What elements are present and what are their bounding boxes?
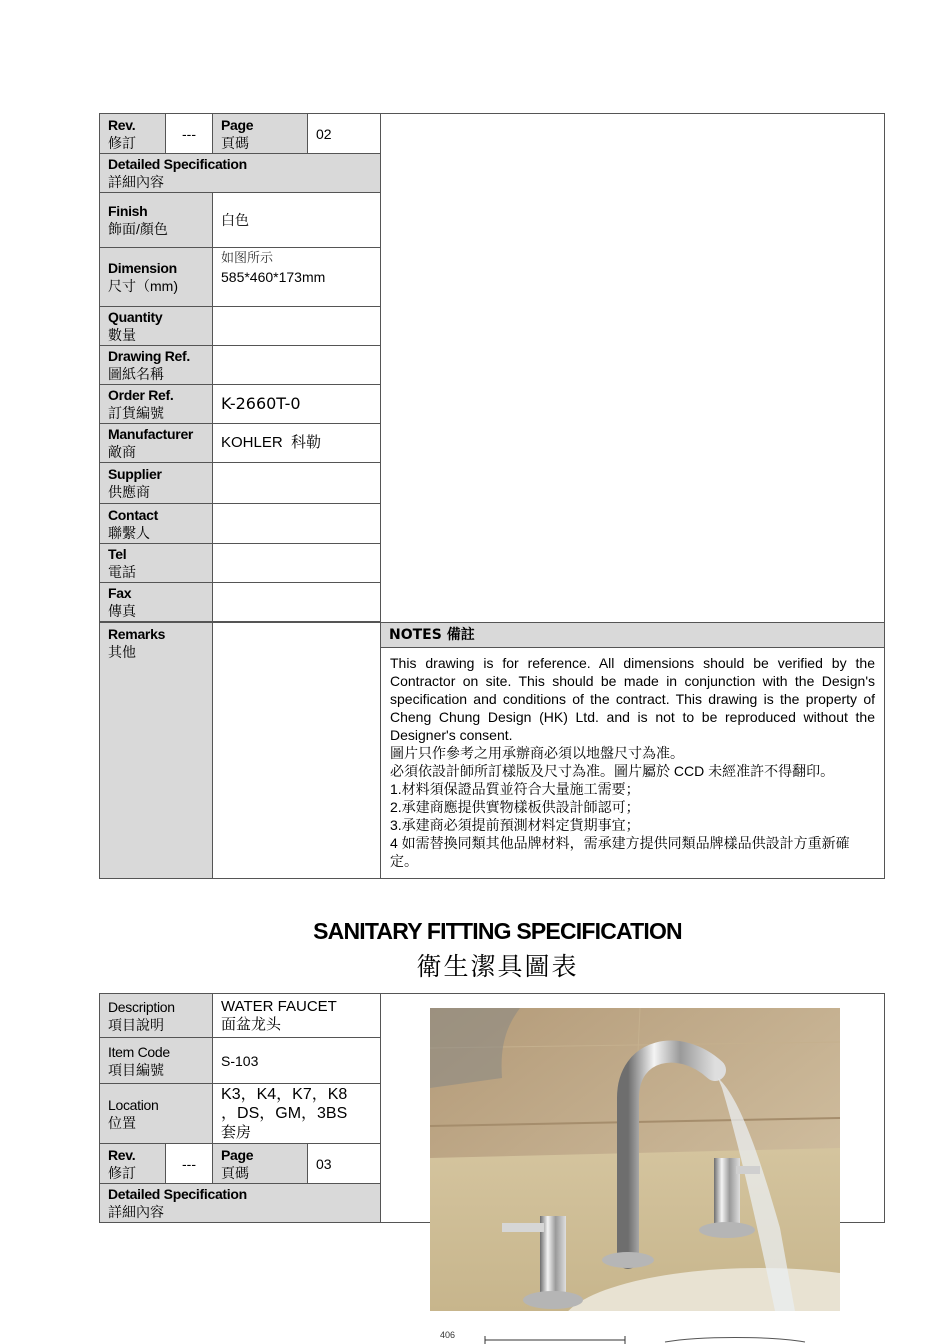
- notes-line-2: 必須依設計師所訂樣版及尺寸為准。圖片屬於 CCD 未經准許不得翻印。: [390, 763, 835, 779]
- image-area: [381, 114, 885, 623]
- item-code-value: S-103: [213, 1038, 381, 1084]
- drawing-dimension-label: 406: [440, 1330, 456, 1340]
- page-label-2: Page 頁碼: [213, 1144, 308, 1184]
- manufacturer-value: KOHLER 科勒: [213, 424, 381, 463]
- detailed-spec-heading: Detailed Specification 詳細內容: [100, 154, 381, 193]
- dimension-value: [213, 248, 381, 307]
- dimension-label: Dimension 尺寸（mm): [100, 248, 213, 307]
- notes-line-1: 圖片只作參考之用承辦商必須以地盤尺寸為准。: [390, 745, 684, 761]
- remarks-label: Remarks 其他: [100, 623, 213, 879]
- heading-english: SANITARY FITTING SPECIFICATION: [313, 918, 682, 944]
- drawing-ref-label: Drawing Ref. 圖紙名稱: [100, 346, 213, 385]
- remarks-notes-table: [99, 622, 885, 879]
- faucet-illustration: [430, 1008, 840, 1311]
- remarks-value: [213, 623, 381, 879]
- notes-line-5: 3.承建商必須提前預測材料定貨期事宜；: [390, 817, 640, 833]
- rev-label-2: Rev. 修訂: [100, 1144, 166, 1184]
- detailed-spec-heading-2: Detailed Specification 詳細內容: [100, 1184, 381, 1223]
- location-value: [213, 1084, 381, 1144]
- contact-label: Contact 聯繫人: [100, 504, 213, 544]
- drawing-ref-value: [213, 346, 381, 385]
- contact-value: [213, 504, 381, 544]
- notes-body: [381, 648, 885, 879]
- description-label: Description 項目說明: [100, 994, 213, 1038]
- heading-chinese: 衛生潔具圖表: [416, 952, 579, 981]
- spec-table-1: [99, 113, 885, 622]
- notes-line-4: 2.承建商應提供實物樣板供設計師認可；: [390, 799, 640, 815]
- rev-label: Rev. 修訂: [100, 114, 166, 154]
- dimension-note: 如图所示: [221, 251, 274, 266]
- tel-value: [213, 544, 381, 583]
- finish-label: Finish 飾面/顏色: [100, 193, 213, 248]
- description-english: WATER FAUCET: [221, 997, 337, 1015]
- tel-label: Tel 電話: [100, 544, 213, 583]
- notes-line-3: 1.材料須保證品質並符合大量施工需要；: [390, 781, 640, 797]
- rev-value: ---: [166, 114, 213, 154]
- page-heading: [0, 918, 950, 983]
- item-code-label: Item Code 項目編號: [100, 1038, 213, 1084]
- location-label: Location 位置: [100, 1084, 213, 1144]
- rev-value-2: ---: [166, 1144, 213, 1184]
- description-value: [213, 994, 381, 1038]
- faucet-photo: [430, 1008, 840, 1311]
- notes-english: This drawing is for reference. All dimensions should be verified by the Contractor on site. This should be made in conjunction with the Design's specification and conditions of the contract. This drawing is the property of Cheng Chung Design (HK) Ltd. and is not to be reproduced without the Designer's consent.: [390, 655, 875, 743]
- supplier-value: [213, 463, 381, 504]
- supplier-label: Supplier 供應商: [100, 463, 213, 504]
- fax-label: Fax 傳真: [100, 583, 213, 622]
- quantity-value: [213, 307, 381, 346]
- location-line-1: K3，K4，K7，K8: [221, 1086, 348, 1103]
- page-value: 02: [308, 114, 381, 154]
- quantity-label: Quantity 數量: [100, 307, 213, 346]
- order-ref-value: K-2660T-0: [213, 385, 381, 424]
- finish-value: 白色: [213, 193, 381, 248]
- location-line-3: 套房: [221, 1123, 252, 1141]
- technical-drawing-fragment: [480, 1336, 810, 1344]
- notes-heading: NOTES 備註: [381, 623, 885, 648]
- page-label: Page 頁碼: [213, 114, 308, 154]
- dimension-size: 585*460*173mm: [221, 269, 326, 285]
- description-chinese: 面盆龙头: [221, 1015, 282, 1033]
- page-value-2: 03: [308, 1144, 381, 1184]
- notes-line-6: 4 如需替換同類其他品牌材料，需承建方提供同類品牌樣品供設計方重新確定。: [390, 835, 850, 869]
- location-line-2: ，DS，GM，3BS: [221, 1105, 348, 1122]
- fax-value: [213, 583, 381, 622]
- order-ref-label: Order Ref. 訂貨編號: [100, 385, 213, 424]
- manufacturer-label: Manufacturer 敵商: [100, 424, 213, 463]
